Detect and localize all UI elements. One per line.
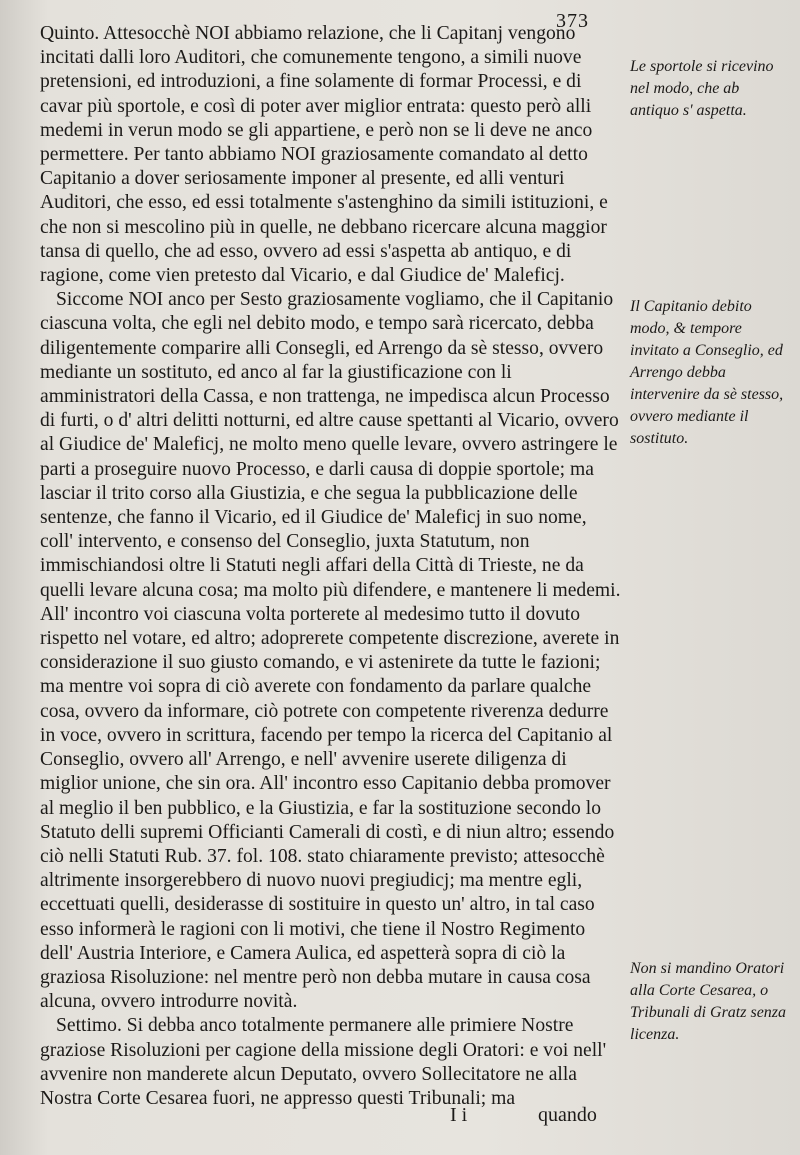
page-number: 373 bbox=[556, 10, 589, 32]
margin-note-oratori: Non si mandino Oratori alla Corte Cesarea, o Tribunali di Gratz senza licenza. bbox=[630, 960, 787, 1043]
catchword: quando bbox=[538, 1104, 597, 1126]
paragraph-quinto: Quinto. Attesocchè NOI abbiamo relazione, che li Capitanj vengono incitati dalli loro Auditori, che comunemente tengono, a simili nuove pretensioni, ed introduzioni, a fine solamente di formar Processi, e di cavar più sportole, e così di poter aver miglior entrata: questo però alli medemi in verun modo se gli appartiene, e però non se li deve ne anco permettere. Per tanto abbiamo NOI graziosamente comandato al detto Capitanio a dover seriosamente imponer al presente, ed alli venturi Auditori, che esso, ed essi totalmente s'astenghino da simili istituzioni, e che non si mescolino più in quelle, ne debbano ricercare alcuna maggior tansa di quello, che ad esso, ovvero ad essi s'aspetta ab antiquo, e di ragione, come vien pretesto dal Vicario, e dal Giudice de' Maleficj. bbox=[40, 23, 608, 287]
paragraph-sesto: Siccome NOI anco per Sesto graziosamente vogliamo, che il Capitanio ciascuna volta, che egli nel debito modo, e tempo sarà ricercato, debba diligentemente comparire alli Consegli, ed Arrengo da sè stesso, ovvero mediante un sostituto, ed anco al far la giustificazione con li amministratori della Cassa, e non trattenga, ne impedisca alcun Processo di furti, o d' altri delitti notturni, ed altre cause spettanti al Vicario, ovvero al Giudice de' Maleficj, ne molto meno quelle levare, ovvero astringere le parti a proseguire nuovo Processo, e darli causa di doppie sportole; ma lasciar il trito corso alla Giustizia, e che segua la pubblicazione delle sentenze, che fanno il Vicario, ed il Giudice de' Maleficj in suo nome, coll' intervento, e consenso del Conseglio, juxta Statutum, non immischiandosi oltre li Statuti negli affari della Città di Trieste, ne da quelli levare alcuna cosa; ma molto più difendere, e mantenere li medemi. All' incontro voi ciascuna volta porterete al medesimo tutto il dovuto rispetto nel votare, ed altro; adoprerete competente discrezione, averete in considerazione il suo giusto comando, e vi astenirete da tutte le fazioni; ma mentre voi sopra di ciò averete con fondamento da parlare qualche cosa, ovvero da informare, ciò potrete con competente riverenza dedurre in voce, ovvero in scrittura, facendo per tempo la ricerca del Capitanio al Conseglio, ovvero all' Arrengo, e nell' avvenire userete diligenza di miglior unione, che sin ora. All' incontro esso Capitanio debba promover al meglio il ben pubblico, e la Giustizia, e far la sostituzione secondo lo Statuto delli supremi Officianti Camerali di costì, e di niun altro; essendo ciò nelli Statuti Rub. 37. fol. 108. stato chiaramente previsto; attesocchè altrimente insorgerebbero di nuovo nuovi pregiudicj; ma mentre egli, eccettuati quelli, desiderasse di sostituire in questo un' altro, in tal caso esso informerà le ragioni con li motivi, che tiene il Nostro Regimento dell' Austria Interiore, e Camera Aulica, ed aspetterà sopra di ciò la graziosa Risoluzione: nel mentre però non debba mutare in causa cosa alcuna, ovvero introdurre novità. bbox=[40, 289, 621, 1013]
signature-mark: I i bbox=[450, 1104, 468, 1126]
main-text-column bbox=[40, 22, 622, 1111]
paragraph-settimo: Settimo. Si debba anco totalmente permanere alle primiere Nostre graziose Risoluzioni per cagione della missione degli Oratori: e voi nell' avvenire non manderete alcun Deputato, ovvero Sollecitatore ne alla Nostra Corte Cesarea fuori, ne appresso questi Tribunali; ma bbox=[40, 1015, 607, 1109]
margin-note-capitanio: Il Capitanio debito modo, & tempore invitato a Conseglio, ed Arrengo debba intervenire da sè stesso, ovvero mediante il sostituto. bbox=[630, 298, 784, 447]
margin-note-sportole: Le sportole si ricevino nel modo, che ab antiquo s' aspetta. bbox=[630, 58, 774, 119]
